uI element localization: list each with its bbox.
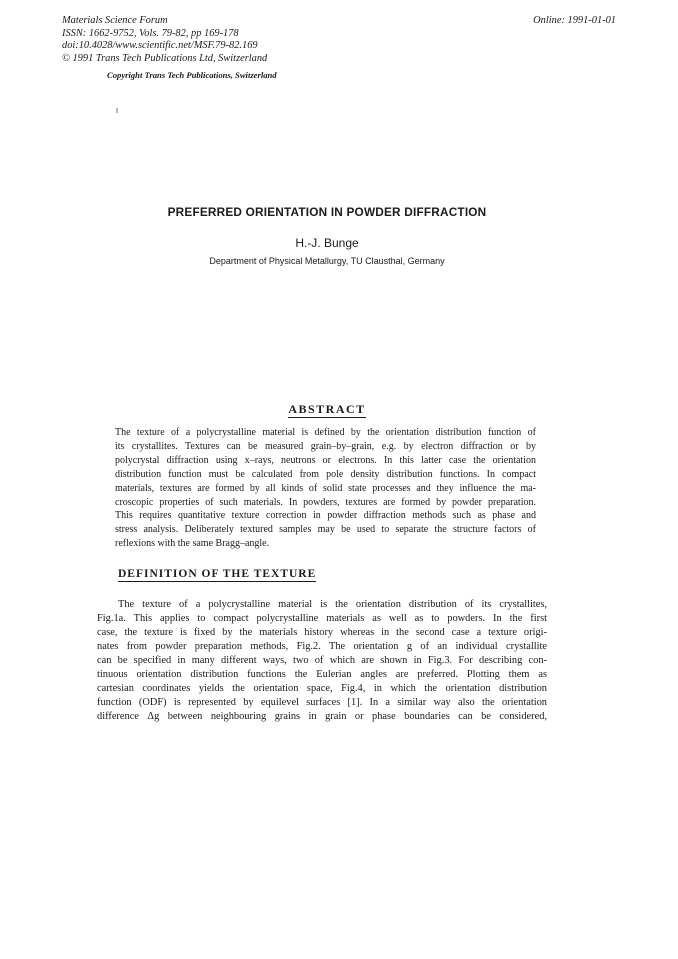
journal-name: Materials Science Forum: [62, 15, 168, 26]
scan-artifact: [116, 108, 118, 113]
abstract-line: croscopic properties of such materials. In powders, textures are formed by powder preparation.: [115, 496, 536, 508]
abstract-heading: [62, 400, 592, 418]
online-date: Online: 1991-01-01: [533, 15, 616, 26]
abstract-line: its crystallites. Textures can be measured grain–by–grain, e.g. by electron diffraction or by: [115, 440, 536, 452]
body-line: case, the texture is fixed by the materials history whereas in the second case a texture origi-: [97, 627, 547, 638]
body-line: can be specified in many different ways, two of which are shown in Fig.3. For describing con-: [97, 655, 547, 666]
body-line: The texture of a polycrystalline material is the orientation distribution of its crystallites,: [118, 599, 547, 610]
abstract-line: materials, textures are formed by all kinds of solid state processes and they influence the ma-: [115, 482, 536, 494]
abstract-heading-text: ABSTRACT: [288, 402, 366, 416]
abstract-line: This requires quantitative texture correction in powder diffraction methods such as phase and: [115, 510, 536, 522]
abstract-line: distribution function must be calculated from pole density distribution functions. In compact: [115, 468, 536, 480]
abstract-line: The texture of a polycrystalline material is defined by the orientation distribution function of: [115, 427, 536, 438]
journal-header-block: [62, 15, 267, 65]
body-line: tinuous orientation distribution functions the Eulerian angles are preferred. Plotting them as: [97, 669, 547, 680]
abstract-line: stress analysis. Deliberately textured samples may be used to separate the structure factors of: [115, 524, 536, 536]
publisher-copyright-line: © 1991 Trans Tech Publications Ltd, Switzerland: [62, 52, 268, 64]
abstract-text: [115, 426, 536, 551]
author-affiliation: Department of Physical Metallurgy, TU Clausthal, Germany: [209, 256, 445, 266]
copyright-notice: Copyright Trans Tech Publications, Switzerland: [107, 70, 277, 80]
paper-title: PREFERRED ORIENTATION IN POWDER DIFFRACTION: [167, 205, 487, 219]
body-line: Fig.1a. This applies to compact polycrystalline materials as well as to powders. In the first: [97, 613, 547, 624]
body-line: cartesian coordinates yields the orientation space, Fig.4, in which the orientation distribution: [97, 683, 547, 694]
abstract-line: reflexions with the same Bragg–angle.: [115, 538, 270, 550]
section-heading-text: DEFINITION OF THE TEXTURE: [118, 568, 317, 580]
body-text: [97, 598, 547, 724]
body-line: function (ODF) is represented by equilevel surfaces [1]. In a similar way also the orientation: [97, 697, 547, 708]
abstract-line: polycrystal diffraction using x–rays, neutrons or electrons. In this latter case the orientation: [115, 454, 536, 466]
body-line: difference Δg between neighbouring grains in grain or phase boundaries can be considered,: [97, 711, 547, 722]
doi-line: doi:10.4028/www.scientific.net/MSF.79-82.169: [62, 40, 258, 52]
body-line: nates from powder preparation methods, Fig.2. The orientation g of an individual crystallite: [97, 641, 547, 652]
issn-line: ISSN: 1662-9752, Vols. 79-82, pp 169-178: [62, 27, 239, 39]
section-heading: [118, 568, 316, 580]
author-name: H.-J. Bunge: [295, 236, 359, 250]
